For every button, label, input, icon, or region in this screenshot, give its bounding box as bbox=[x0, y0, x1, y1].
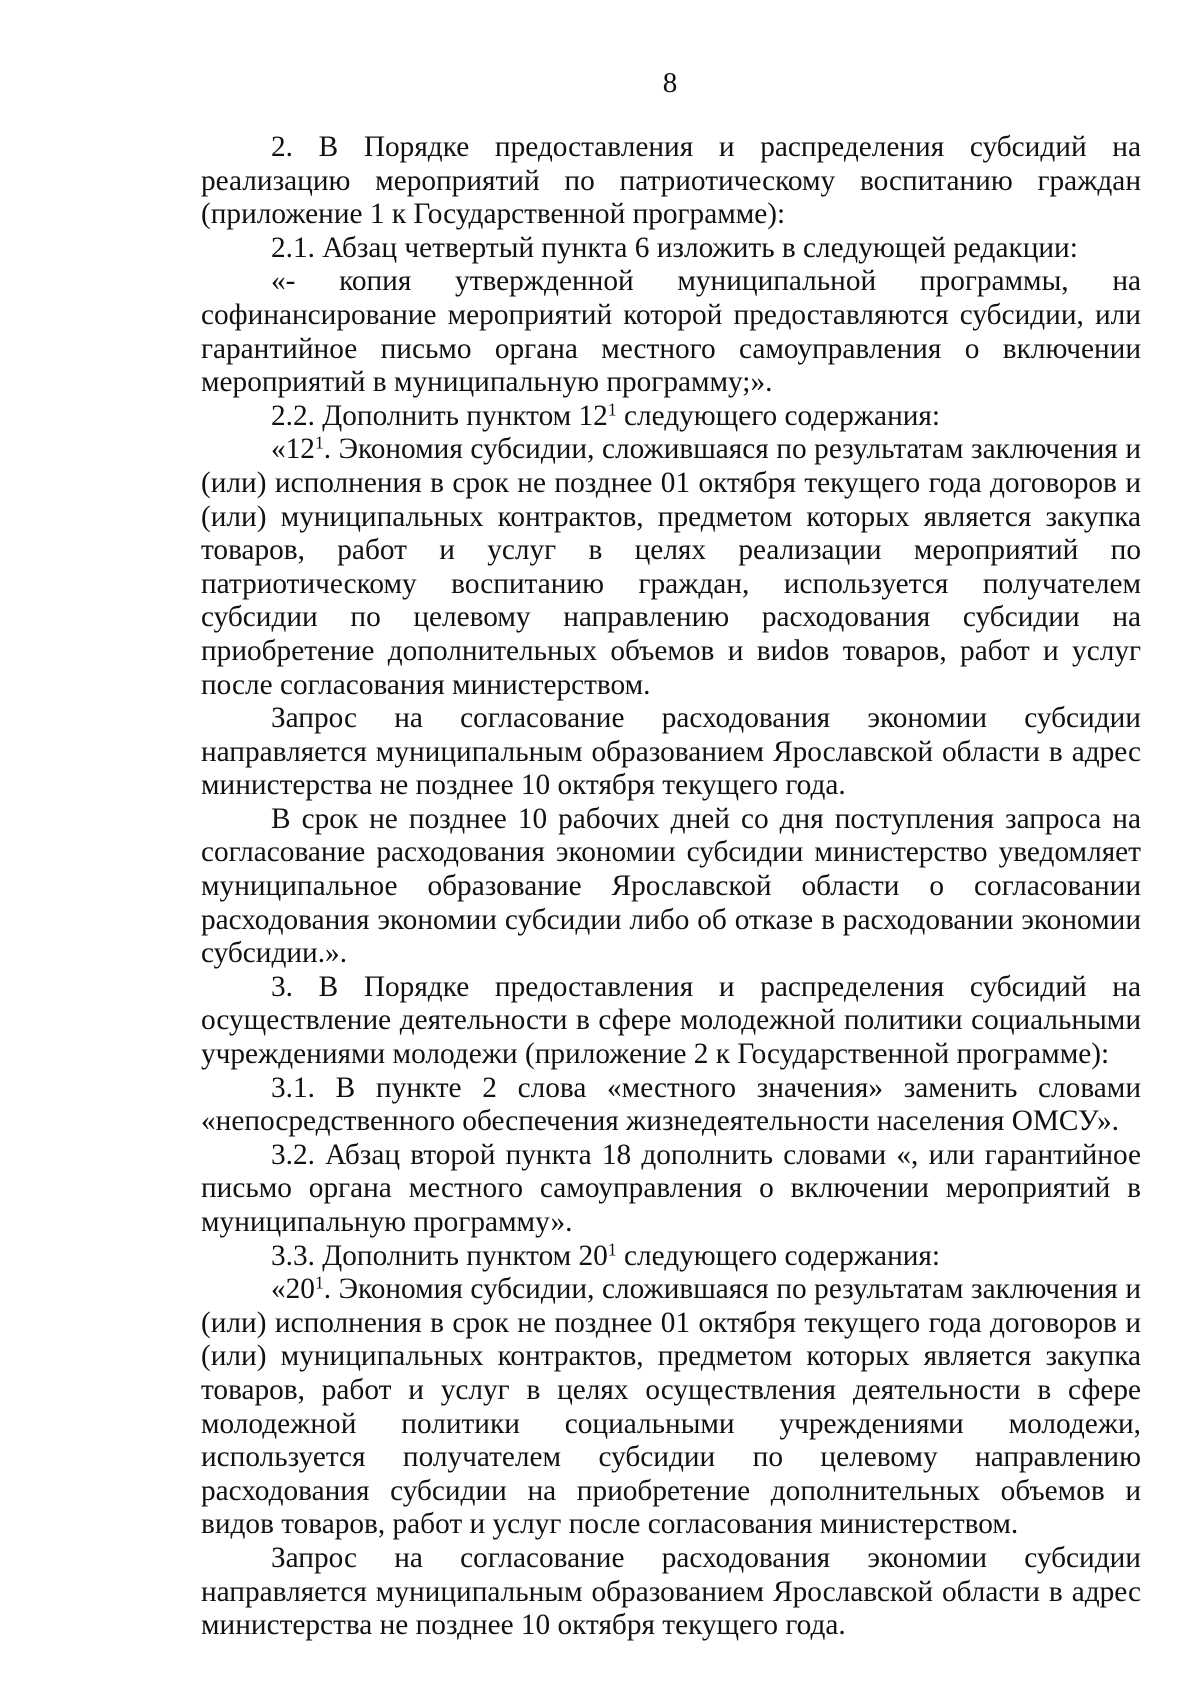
paragraph-3: 3. В Порядке предоставления и распределения субсидий на осуществление деятельности в сфере молодежной политики социальными учреждениями молодежи (приложение 2 к Государственной программе): bbox=[201, 970, 1141, 1071]
superscript: 1 bbox=[607, 1238, 617, 1259]
paragraph-3-1: 3.1. В пункте 2 слова «местного значения» заменить словами «непосредственного обеспечения жизнедеятельности населения ОМСУ». bbox=[201, 1071, 1141, 1138]
paragraph-20-1 bbox=[201, 1273, 1141, 1542]
paragraph-request-2: Запрос на согласование расходования экономии субсидии направляется муниципальным образованием Ярославской области в адрес министерства не позднее 10 октября текущего года. bbox=[201, 1541, 1141, 1642]
paragraph-request-1: Запрос на согласование расходования экономии субсидии направляется муниципальным образованием Ярославской области в адрес министерства не позднее 10 октября текущего года. bbox=[201, 702, 1141, 802]
paragraph-3-2: 3.2. Абзац второй пункта 18 дополнить словами «, или гарантийное письмо органа местного самоуправления о включении мероприятий в муниципальную программу». bbox=[201, 1138, 1141, 1238]
page-number: 8 bbox=[662, 67, 678, 99]
paragraph-20-1-pre: «20 bbox=[271, 1273, 315, 1306]
paragraph-2-1-quote: «- копия утвержденной муниципальной программы, на софинансирование мероприятий которой предоставляются субсидии, или гарантийное письмо органа местного самоуправления о включении мероприятий в муниципальную программу;». bbox=[201, 265, 1141, 399]
paragraph-2-2 bbox=[201, 400, 1141, 434]
paragraph-12-1 bbox=[201, 433, 1141, 702]
paragraph-2-2-post: следующего содержания: bbox=[616, 399, 941, 432]
paragraph-3-3 bbox=[201, 1240, 1141, 1274]
paragraph-deadline: В срок не позднее 10 рабочих дней со дня поступления запроса на согласование расходования экономии субсидии министерство уведомляет муниципальное образование Ярославской области о согласовании расходования экономии субсидии либо об отказе в расходовании экономии субсидии.». bbox=[201, 802, 1141, 970]
document-body bbox=[201, 131, 1141, 1643]
paragraph-2-1: 2.1. Абзац четвертый пункта 6 изложить в следующей редакции: bbox=[271, 231, 1078, 264]
paragraph-2-2-pre: 2.2. Дополнить пунктом 12 bbox=[271, 399, 608, 432]
superscript: 1 bbox=[314, 1272, 324, 1293]
paragraph-2: 2. В Порядке предоставления и распределения субсидий на реализацию мероприятий по патриотическому воспитанию граждан (приложение 1 к Государственной программе): bbox=[201, 131, 1141, 231]
paragraph-3-3-post: следующего содержания: bbox=[616, 1239, 941, 1272]
paragraph-20-1-post: . Экономия субсидии, сложившаяся по результатам заключения и (или) исполнения в срок не позднее 01 октября текущего года договоров и (или) муниципальных контрактов, предметом которых является закупка товаров, работ и услуг в целях осуществления деятельности в сфере молодежной политики социальными учреждениями молодежи, используется получателем субсидии по целевому направлению расходования субсидии на приобретение дополнительных объемов и видов товаров, работ и услуг после согласования министерством. bbox=[201, 1273, 1141, 1541]
paragraph-12-1-post: . Экономия субсидии, сложившаяся по результатам заключения и (или) исполнения в срок не позднее 01 октября текущего года договоров и (или) муниципальных контрактов, предметом которых является закупка товаров, работ и услуг в целях реализации мероприятий по патриотическому воспитанию граждан, используется получателем субсидии по целевому направлению расходования субсидии на приобретение дополнительных объемов и виdов товаров, работ и услуг после согласования министерством. bbox=[201, 433, 1141, 701]
paragraph-12-1-pre: «12 bbox=[271, 433, 315, 466]
superscript: 1 bbox=[314, 432, 324, 453]
superscript: 1 bbox=[607, 399, 617, 420]
paragraph-3-3-pre: 3.3. Дополнить пунктом 20 bbox=[271, 1239, 608, 1272]
